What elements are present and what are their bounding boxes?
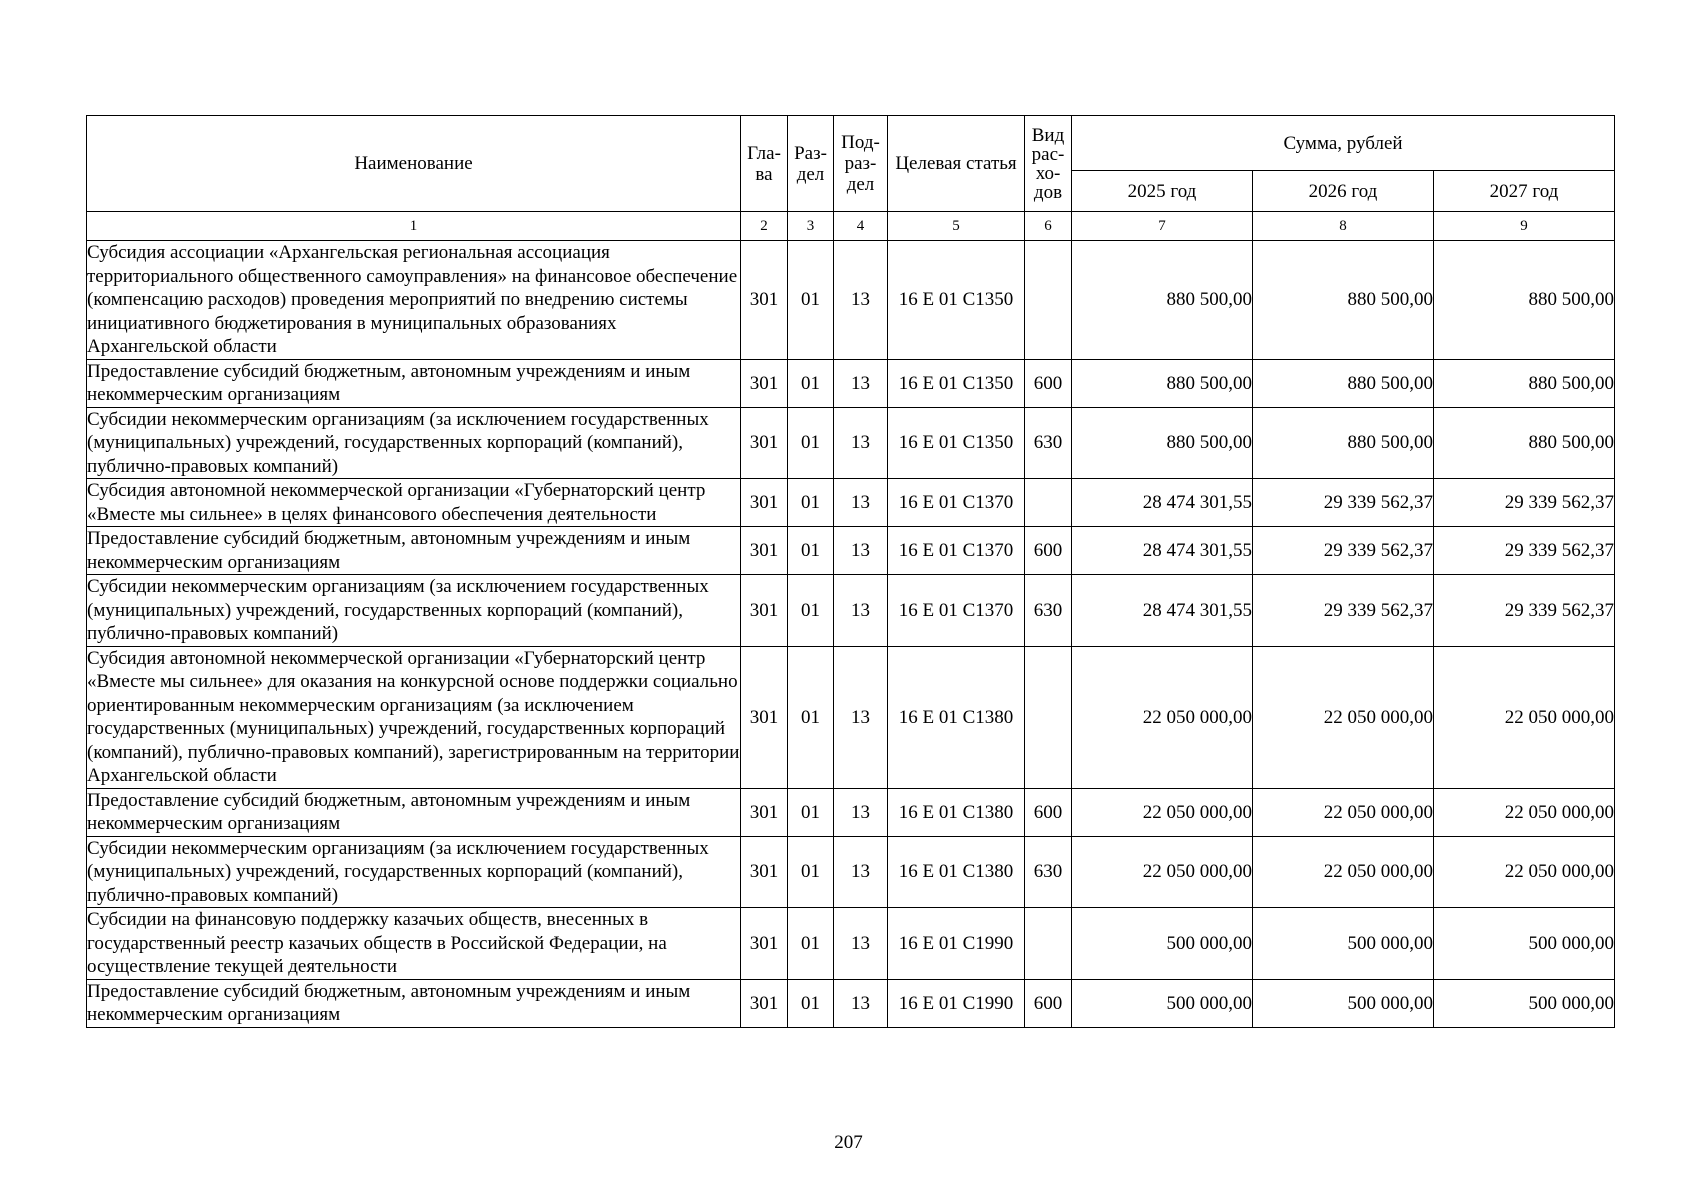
row-vid <box>1025 908 1072 980</box>
header-tselevaya <box>888 116 1025 212</box>
table-row <box>87 646 1615 788</box>
header-glava-text: Гла-ва <box>747 142 781 185</box>
row-razdel: 01 <box>788 788 834 836</box>
row-vid: 630 <box>1025 575 1072 647</box>
row-name: Предоставление субсидий бюджетным, автономным учреждениям и иным некоммерческим организациям <box>87 979 741 1027</box>
row-glava: 301 <box>741 527 788 575</box>
row-amount-2026: 500 000,00 <box>1253 908 1434 980</box>
row-tselevaya: 16 Е 01 С1350 <box>888 241 1025 360</box>
row-podrazdel: 13 <box>834 979 888 1027</box>
row-razdel: 01 <box>788 359 834 407</box>
row-name: Субсидии некоммерческим организациям (за исключением государственных (муниципальных) учреждений, государственных корпораций (компаний), публично-правовых компаний) <box>87 575 741 647</box>
column-number: 9 <box>1434 212 1615 241</box>
table-row <box>87 979 1615 1027</box>
row-vid <box>1025 241 1072 360</box>
header-razdel-text: Раз-дел <box>794 142 827 185</box>
row-amount-2027: 880 500,00 <box>1434 359 1615 407</box>
row-razdel: 01 <box>788 979 834 1027</box>
header-summa: Сумма, рублей <box>1072 116 1615 171</box>
row-razdel: 01 <box>788 646 834 788</box>
row-tselevaya: 16 Е 01 С1990 <box>888 979 1025 1027</box>
header-glava <box>741 116 788 212</box>
row-amount-2026: 22 050 000,00 <box>1253 836 1434 908</box>
row-amount-2025: 880 500,00 <box>1072 359 1253 407</box>
row-amount-2026: 880 500,00 <box>1253 407 1434 479</box>
row-podrazdel: 13 <box>834 908 888 980</box>
page-number: 207 <box>834 1132 863 1153</box>
row-podrazdel: 13 <box>834 241 888 360</box>
table-row <box>87 788 1615 836</box>
row-podrazdel: 13 <box>834 359 888 407</box>
header-year-2026: 2026 год <box>1253 171 1434 212</box>
row-amount-2025: 500 000,00 <box>1072 908 1253 980</box>
table-row <box>87 836 1615 908</box>
row-amount-2026: 500 000,00 <box>1253 979 1434 1027</box>
column-number: 6 <box>1025 212 1072 241</box>
row-glava: 301 <box>741 836 788 908</box>
row-tselevaya: 16 Е 01 С1380 <box>888 788 1025 836</box>
table-body <box>87 241 1615 1028</box>
row-amount-2025: 22 050 000,00 <box>1072 788 1253 836</box>
row-razdel: 01 <box>788 575 834 647</box>
header-name: Наименование <box>87 116 741 212</box>
row-podrazdel: 13 <box>834 479 888 527</box>
row-razdel: 01 <box>788 836 834 908</box>
row-tselevaya: 16 Е 01 С1370 <box>888 527 1025 575</box>
table-row <box>87 479 1615 527</box>
row-podrazdel: 13 <box>834 646 888 788</box>
row-amount-2027: 500 000,00 <box>1434 908 1615 980</box>
row-amount-2025: 22 050 000,00 <box>1072 836 1253 908</box>
table-row <box>87 575 1615 647</box>
row-glava: 301 <box>741 479 788 527</box>
table-row <box>87 359 1615 407</box>
row-name: Предоставление субсидий бюджетным, автономным учреждениям и иным некоммерческим организациям <box>87 788 741 836</box>
budget-table <box>86 115 1615 1028</box>
row-vid: 600 <box>1025 527 1072 575</box>
row-tselevaya: 16 Е 01 С1350 <box>888 359 1025 407</box>
row-amount-2027: 29 339 562,37 <box>1434 479 1615 527</box>
column-number: 7 <box>1072 212 1253 241</box>
row-amount-2027: 22 050 000,00 <box>1434 836 1615 908</box>
header-razdel <box>788 116 834 212</box>
row-amount-2025: 880 500,00 <box>1072 407 1253 479</box>
row-amount-2027: 880 500,00 <box>1434 407 1615 479</box>
column-number: 8 <box>1253 212 1434 241</box>
row-amount-2025: 28 474 301,55 <box>1072 527 1253 575</box>
row-vid <box>1025 646 1072 788</box>
row-podrazdel: 13 <box>834 836 888 908</box>
column-number: 2 <box>741 212 788 241</box>
row-razdel: 01 <box>788 407 834 479</box>
row-name: Предоставление субсидий бюджетным, автономным учреждениям и иным некоммерческим организациям <box>87 359 741 407</box>
table-row <box>87 908 1615 980</box>
row-amount-2027: 29 339 562,37 <box>1434 527 1615 575</box>
row-amount-2025: 28 474 301,55 <box>1072 575 1253 647</box>
row-podrazdel: 13 <box>834 788 888 836</box>
row-amount-2027: 880 500,00 <box>1434 241 1615 360</box>
table-header <box>87 116 1615 241</box>
row-glava: 301 <box>741 979 788 1027</box>
header-year-2025: 2025 год <box>1072 171 1253 212</box>
row-amount-2026: 880 500,00 <box>1253 241 1434 360</box>
row-tselevaya: 16 Е 01 С1380 <box>888 646 1025 788</box>
row-tselevaya: 16 Е 01 С1350 <box>888 407 1025 479</box>
table-row <box>87 527 1615 575</box>
row-name: Предоставление субсидий бюджетным, автономным учреждениям и иным некоммерческим организациям <box>87 527 741 575</box>
table-row <box>87 407 1615 479</box>
row-amount-2026: 29 339 562,37 <box>1253 527 1434 575</box>
row-amount-2027: 29 339 562,37 <box>1434 575 1615 647</box>
column-number: 3 <box>788 212 834 241</box>
row-razdel: 01 <box>788 527 834 575</box>
row-tselevaya: 16 Е 01 С1990 <box>888 908 1025 980</box>
row-name: Субсидия ассоциации «Архангельская региональная ассоциация территориального общественного самоуправления» на финансовое обеспечение (компенсацию расходов) проведения мероприятий по внедрению системы инициативного бюджетирования в муниципальных образованиях Архангельской области <box>87 241 741 360</box>
row-glava: 301 <box>741 908 788 980</box>
row-vid: 600 <box>1025 788 1072 836</box>
row-vid <box>1025 479 1072 527</box>
row-amount-2027: 22 050 000,00 <box>1434 646 1615 788</box>
row-name: Субсидия автономной некоммерческой организации «Губернаторский центр «Вместе мы сильнее» для оказания на конкурсной основе поддержки социально ориентированным некоммерческим организациям (за исключением государственных (муниципальных) учреждений, государственных корпораций (компаний), публично-правовых компаний), зарегистрированным на территории Архангельской области <box>87 647 740 786</box>
row-podrazdel: 13 <box>834 575 888 647</box>
row-name: Субсидии на финансовую поддержку казачьих обществ, внесенных в государственный реестр казачьих обществ в Российской Федерации, на осуществление текущей деятельности <box>87 908 741 980</box>
row-amount-2026: 880 500,00 <box>1253 359 1434 407</box>
column-number: 4 <box>834 212 888 241</box>
row-podrazdel: 13 <box>834 527 888 575</box>
row-razdel: 01 <box>788 908 834 980</box>
row-vid: 630 <box>1025 836 1072 908</box>
row-razdel: 01 <box>788 479 834 527</box>
row-name: Субсидии некоммерческим организациям (за исключением государственных (муниципальных) учреждений, государственных корпораций (компаний), публично-правовых компаний) <box>87 407 741 479</box>
header-podrazdel-text: Под-раз-дел <box>841 132 880 195</box>
row-glava: 301 <box>741 407 788 479</box>
row-glava: 301 <box>741 359 788 407</box>
row-amount-2027: 22 050 000,00 <box>1434 788 1615 836</box>
row-razdel: 01 <box>788 241 834 360</box>
header-tselevaya-text: Целевая статья <box>895 153 1017 174</box>
row-glava: 301 <box>741 646 788 788</box>
row-tselevaya: 16 Е 01 С1370 <box>888 575 1025 647</box>
row-amount-2025: 880 500,00 <box>1072 241 1253 360</box>
row-name: Субсидии некоммерческим организациям (за исключением государственных (муниципальных) учреждений, государственных корпораций (компаний), публично-правовых компаний) <box>87 836 741 908</box>
table-row <box>87 241 1615 360</box>
row-name: Субсидия автономной некоммерческой организации «Губернаторский центр «Вместе мы сильнее» в целях финансового обеспечения деятельности <box>87 479 741 527</box>
header-vid <box>1025 116 1072 212</box>
row-vid: 600 <box>1025 359 1072 407</box>
row-vid: 630 <box>1025 407 1072 479</box>
row-amount-2025: 28 474 301,55 <box>1072 479 1253 527</box>
header-year-2027: 2027 год <box>1434 171 1615 212</box>
column-number: 1 <box>87 212 741 241</box>
row-amount-2026: 22 050 000,00 <box>1253 788 1434 836</box>
row-amount-2025: 500 000,00 <box>1072 979 1253 1027</box>
row-glava: 301 <box>741 788 788 836</box>
row-amount-2025: 22 050 000,00 <box>1072 646 1253 788</box>
column-number-row <box>87 212 1615 241</box>
row-amount-2026: 22 050 000,00 <box>1253 646 1434 788</box>
row-amount-2026: 29 339 562,37 <box>1253 479 1434 527</box>
row-glava: 301 <box>741 241 788 360</box>
row-tselevaya: 16 Е 01 С1370 <box>888 479 1025 527</box>
row-podrazdel: 13 <box>834 407 888 479</box>
column-number: 5 <box>888 212 1025 241</box>
header-podrazdel <box>834 116 888 212</box>
row-tselevaya: 16 Е 01 С1380 <box>888 836 1025 908</box>
row-glava: 301 <box>741 575 788 647</box>
row-amount-2026: 29 339 562,37 <box>1253 575 1434 647</box>
row-amount-2027: 500 000,00 <box>1434 979 1615 1027</box>
header-vid-text: Вид рас-хо-дов <box>1031 124 1065 203</box>
row-vid: 600 <box>1025 979 1072 1027</box>
